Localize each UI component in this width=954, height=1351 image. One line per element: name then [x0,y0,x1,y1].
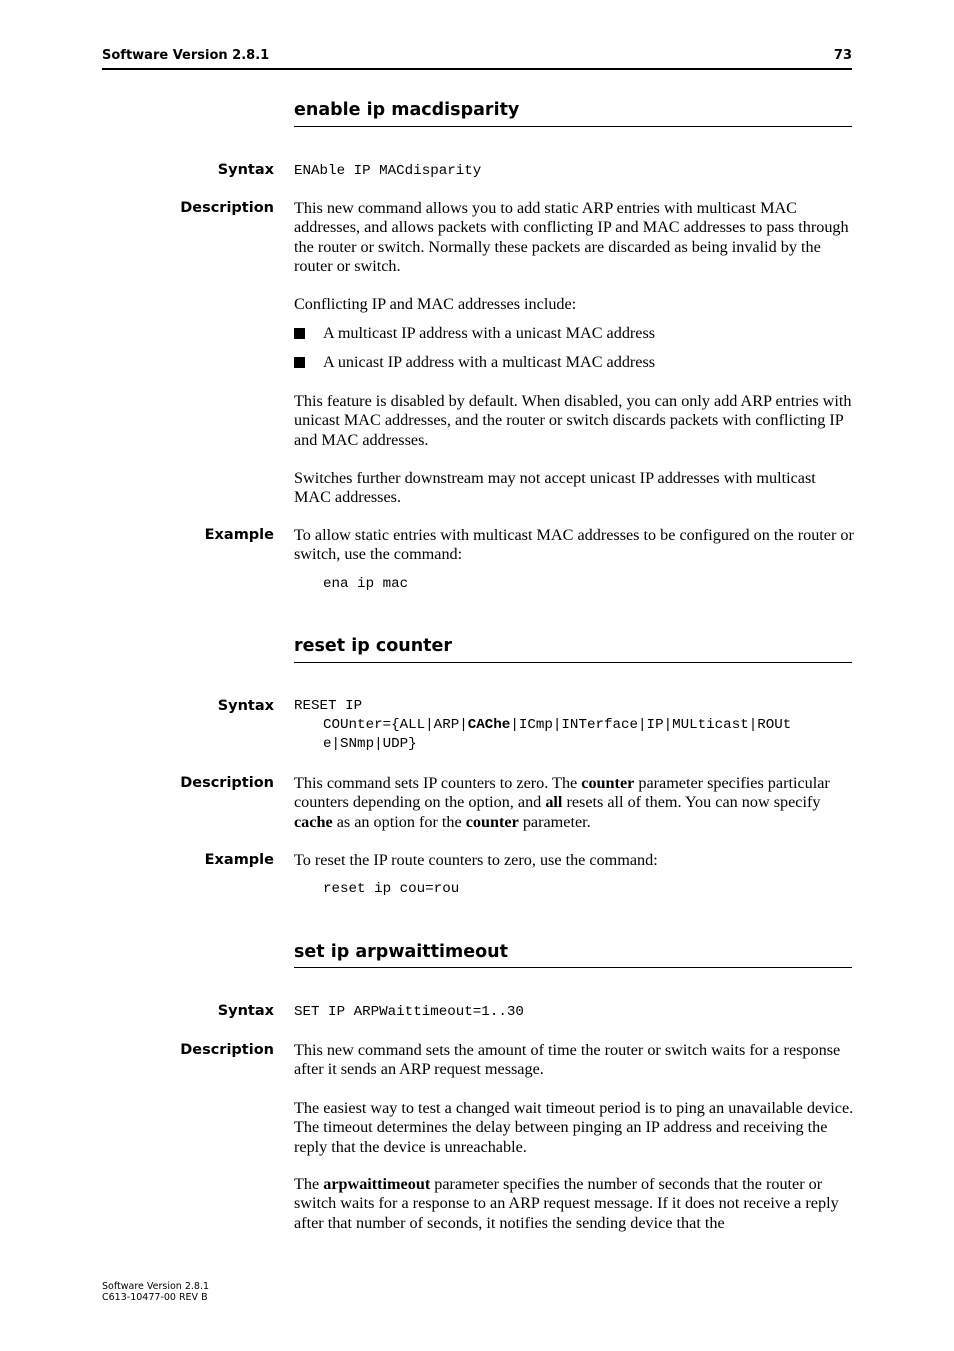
description-paragraph: Conflicting IP and MAC addresses include: [294,295,577,313]
example-label: Example [204,852,274,868]
syntax-code-part: COUnter={ALL|ARP| [323,717,468,733]
footer-doc-id: C613-10477-00 REV B [102,1292,208,1303]
text-run: resets all of them. You can now specify [562,793,821,812]
syntax-code-line: RESET IP [294,698,363,714]
text-run: parameter specifies the number of seconds that the router or switch waits for a response to an ARP request message. If it does not receive a reply after that number of seconds, it notifies the sending device that the [294,1175,839,1232]
bold-term: counter [581,774,635,792]
bold-term: arpwaittimeout [323,1175,431,1193]
example-label: Example [204,527,274,543]
example-text: To allow static entries with multicast MAC addresses to be configured on the router or switch, use the command: [294,526,854,564]
syntax-label: Syntax [217,698,274,714]
syntax-label: Syntax [217,1003,274,1019]
header-rule [102,68,852,70]
description-label: Description [180,200,274,216]
example-code: ena ip mac [323,576,409,592]
section-title-enable-ip-macdisparity: enable ip macdisparity [294,100,520,120]
example-text: To reset the IP route counters to zero, use the command: [294,851,658,869]
syntax-label: Syntax [217,162,274,178]
running-header: Software Version 2.8.1 [102,48,270,63]
bullet-square-icon [294,357,305,368]
section-rule [294,967,852,968]
text-run: parameter specifies particular counters depending on the option, and [294,774,830,812]
bullet-square-icon [294,328,305,339]
syntax-code: ENAble IP MACdisparity [294,163,482,179]
syntax-code-part: |ICmp|INTerface|IP|MULticast|ROUt [510,717,792,733]
description-paragraph: This new command allows you to add static ARP entries with multicast MAC addresses, and allows packets with conflicting IP and MAC addresses to pass through the router or switch. Normally these packets are discarded as being invalid by the router or switch. [294,199,849,276]
text-run: This command sets IP counters to zero. The [294,774,582,792]
syntax-code-line: e|SNmp|UDP} [323,736,417,752]
syntax-code-line [323,716,791,735]
description-paragraph: This new command sets the amount of time the router or switch waits for a response after it sends an ARP request message. [294,1041,841,1079]
text-run: parameter. [518,812,591,831]
text-run: as an option for the [332,812,466,831]
syntax-code: SET IP ARPWaittimeout=1..30 [294,1004,524,1020]
description-paragraph: This feature is disabled by default. When disabled, you can only add ARP entries with unicast MAC addresses, and the router or switch discards packets with conflicting IP and MAC addresses. [294,392,852,449]
description-paragraph: The easiest way to test a changed wait timeout period is to ping an unavailable device. The timeout determines the delay between pinging an IP address and receiving the reply that the device is unreachable. [294,1099,854,1156]
section-rule [294,662,852,663]
section-title-set-ip-arpwaittimeout: set ip arpwaittimeout [294,942,508,962]
footer-version: Software Version 2.8.1 [102,1281,210,1292]
description-paragraph: Switches further downstream may not accept unicast IP addresses with multicast MAC addresses. [294,469,816,507]
bold-term: cache [294,812,333,831]
section-title-reset-ip-counter: reset ip counter [294,636,453,656]
description-paragraph [294,774,854,832]
list-item-text: A multicast IP address with a unicast MAC address [323,324,656,342]
example-code: reset ip cou=rou [323,881,460,897]
text-run: The [294,1175,324,1193]
bold-term: all [545,793,563,812]
section-rule [294,126,852,127]
description-label: Description [180,1042,274,1058]
description-label: Description [180,775,274,791]
description-paragraph [294,1175,854,1233]
page-number: 73 [833,48,852,63]
syntax-code-bold-option: CAChe [467,717,511,733]
bold-term: counter [465,812,519,831]
list-item-text: A unicast IP address with a multicast MAC address [323,353,656,371]
